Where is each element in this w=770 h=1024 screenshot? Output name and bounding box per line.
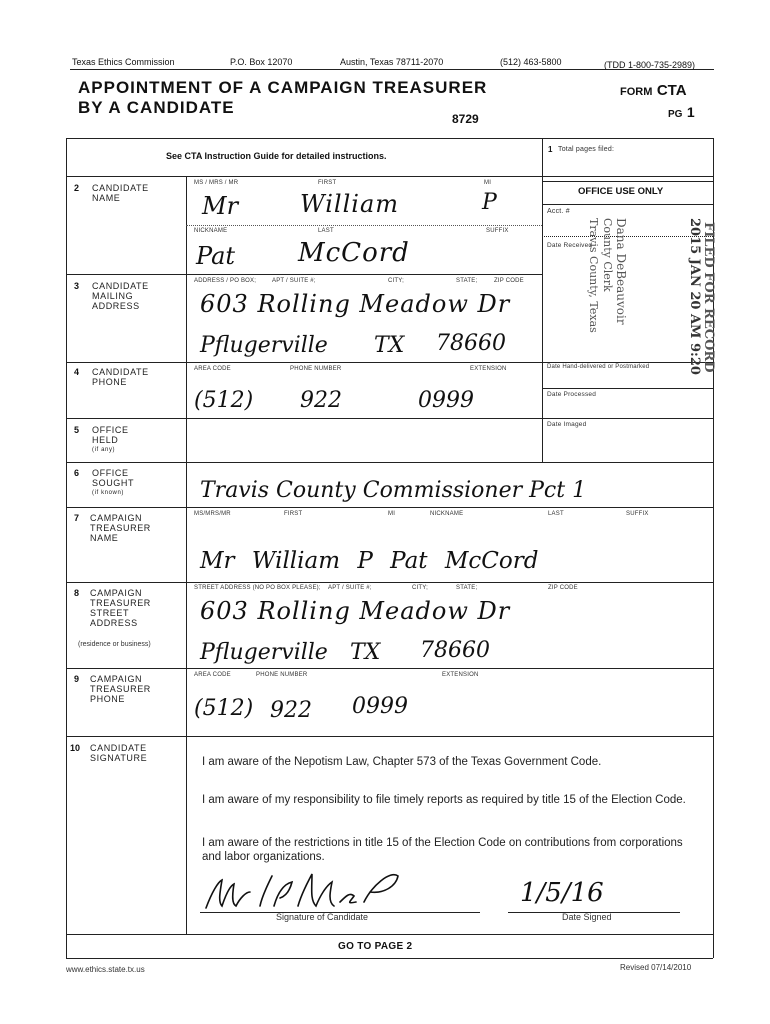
- header-tdd: (TDD 1-800-735-2989): [604, 60, 696, 70]
- page-indicator: [668, 104, 695, 122]
- office-sought-entry[interactable]: Travis County Commissioner Pct 1: [200, 478, 587, 503]
- instructions-text: See CTA Instruction Guide for detailed instructions.: [166, 151, 387, 161]
- label-phone-number: PHONE NUMBER: [290, 366, 342, 372]
- form-prefix: FORM: [620, 86, 653, 98]
- date-signed-label: Date Signed: [562, 912, 612, 922]
- footer-url: www.ethics.state.tx.us: [66, 965, 145, 974]
- filed-stamp-county: Travis County, Texas: [587, 218, 600, 333]
- form-code-value: CTA: [656, 82, 687, 99]
- label-treasurer-state: STATE;: [456, 585, 478, 591]
- label-nickname: NICKNAME: [194, 228, 228, 234]
- label-treasurer-suffix: SUFFIX: [626, 511, 649, 517]
- treasurer-street-address[interactable]: 603 Rolling Meadow Dr: [200, 597, 511, 625]
- date-received-label: Date Received: [547, 242, 593, 249]
- section-2-number: 2: [74, 183, 80, 193]
- label-extension: EXTENSION: [470, 366, 507, 372]
- section-7-label: CAMPAIGN TREASURER NAME: [90, 513, 151, 543]
- section-3-number: 3: [74, 281, 80, 291]
- candidate-phone-line[interactable]: 0999: [418, 388, 474, 413]
- candidate-phone-prefix[interactable]: 922: [300, 388, 342, 413]
- label-state: STATE;: [456, 278, 478, 284]
- header-commission: Texas Ethics Commission: [72, 57, 175, 67]
- date-imaged-label: Date Imaged: [547, 421, 587, 428]
- label-first: FIRST: [318, 180, 337, 186]
- footer-revised: Revised 07/14/2010: [620, 963, 692, 972]
- form-title-line1: APPOINTMENT OF A CAMPAIGN TREASURER: [78, 78, 488, 97]
- go-to-page-2: GO TO PAGE 2: [338, 941, 413, 952]
- candidate-street-address[interactable]: 603 Rolling Meadow Dr: [200, 290, 511, 318]
- label-city: CITY;: [388, 278, 404, 284]
- treasurer-area-code[interactable]: (512): [194, 696, 254, 721]
- treasurer-zip[interactable]: 78660: [420, 638, 490, 663]
- section-9-label: CAMPAIGN TREASURER PHONE: [90, 674, 151, 704]
- signature-label: Signature of Candidate: [276, 912, 369, 922]
- nepotism-statement: I am aware of the Nepotism Law, Chapter 573 of the Texas Government Code.: [202, 756, 602, 768]
- restrictions-statement: I am aware of the restrictions in title 15 of the Election Code on contributions from corporations and labor organizations.: [202, 837, 683, 863]
- section-10-number: 10: [70, 743, 81, 753]
- filed-stamp-clerk-name: Dana DeBeauvoir: [614, 218, 628, 325]
- treasurer-phone-prefix[interactable]: 922: [270, 698, 312, 723]
- treasurer-state[interactable]: TX: [350, 640, 381, 665]
- label-suffix: SUFFIX: [486, 228, 509, 234]
- label-treasurer-zip: ZIP CODE: [548, 585, 578, 591]
- total-pages-label: Total pages filed:: [558, 146, 615, 153]
- header-po-box: P.O. Box 12070: [230, 57, 293, 67]
- candidate-state[interactable]: TX: [374, 333, 405, 358]
- candidate-title[interactable]: Mr: [202, 192, 239, 220]
- section-3-label: CANDIDATE MAILING ADDRESS: [92, 281, 149, 311]
- reports-statement: I am aware of my responsibility to file timely reports as required by title 15 of the Election Code.: [202, 794, 686, 806]
- label-treasurer-ms: MS/MRS/MR: [194, 511, 231, 517]
- section-4-number: 4: [74, 367, 80, 377]
- label-treasurer-extension: EXTENSION: [442, 672, 479, 678]
- page-prefix: PG: [668, 109, 683, 120]
- form-code: [620, 82, 687, 100]
- date-processed-label: Date Processed: [547, 391, 597, 398]
- candidate-first-name[interactable]: William: [300, 190, 400, 218]
- section-8-label: CAMPAIGN TREASURER STREET ADDRESS: [90, 588, 151, 628]
- section-8-number: 8: [74, 588, 80, 598]
- filed-stamp-line1: FILED FOR RECORD: [701, 222, 716, 373]
- label-treasurer-first: FIRST: [284, 511, 303, 517]
- section-2-label: CANDIDATE NAME: [92, 183, 149, 203]
- label-street-address: STREET ADDRESS (NO PO BOX PLEASE);: [194, 585, 321, 591]
- label-treasurer-phone: PHONE NUMBER: [256, 672, 308, 678]
- section-9-number: 9: [74, 674, 80, 684]
- section-6-label: OFFICE SOUGHT (if known): [92, 468, 135, 496]
- office-use-heading: OFFICE USE ONLY: [578, 186, 664, 197]
- candidate-zip[interactable]: 78660: [436, 331, 506, 356]
- section-1-number: 1: [548, 145, 553, 154]
- treasurer-city[interactable]: Pflugerville: [200, 640, 328, 665]
- label-address: ADDRESS / PO BOX;: [194, 278, 257, 284]
- label-last: LAST: [318, 228, 334, 234]
- header-phone: (512) 463-5800: [500, 57, 562, 67]
- candidate-area-code[interactable]: (512): [194, 388, 254, 413]
- header-city: Austin, Texas 78711-2070: [340, 57, 444, 67]
- date-signed-entry[interactable]: 1/5/16: [520, 878, 604, 908]
- acct-label: Acct. #: [547, 208, 570, 215]
- label-mi: MI: [484, 180, 492, 186]
- date-hand-delivered-label: Date Hand-delivered or Postmarked: [547, 364, 650, 370]
- label-treasurer-mi: MI: [388, 511, 396, 517]
- section-10-label: CANDIDATE SIGNATURE: [90, 743, 148, 763]
- candidate-city[interactable]: Pflugerville: [200, 333, 328, 358]
- section-5-number: 5: [74, 425, 80, 435]
- candidate-nickname[interactable]: Pat: [196, 242, 236, 270]
- label-treasurer-apt: APT / SUITE #;: [328, 585, 372, 591]
- label-apt: APT / SUITE #;: [272, 278, 316, 284]
- section-5-label: OFFICE HELD (if any): [92, 425, 129, 453]
- label-area-code: AREA CODE: [194, 366, 231, 372]
- treasurer-phone-line[interactable]: 0999: [352, 694, 408, 719]
- section-8-note: (residence or business): [78, 641, 151, 648]
- filed-stamp-clerk-title: County Clerk: [601, 218, 614, 292]
- candidate-middle-initial[interactable]: P: [482, 190, 497, 215]
- document-number: 8729: [452, 112, 479, 126]
- form-title-line2: BY A CANDIDATE: [78, 98, 235, 117]
- section-6-number: 6: [74, 468, 80, 478]
- treasurer-name-entry[interactable]: Mr William P Pat McCord: [200, 548, 539, 574]
- label-treasurer-area-code: AREA CODE: [194, 672, 231, 678]
- label-treasurer-last: LAST: [548, 511, 564, 517]
- label-zip: ZIP CODE: [494, 278, 524, 284]
- label-ms-mrs-mr: MS / MRS / MR: [194, 180, 239, 186]
- label-treasurer-city: CITY;: [412, 585, 428, 591]
- label-treasurer-nickname: NICKNAME: [430, 511, 464, 517]
- page-number: 1: [686, 104, 695, 120]
- candidate-signature: [200, 862, 420, 914]
- filed-stamp-line2: 2015 JAN 20 AM 9:20: [687, 218, 702, 375]
- section-4-label: CANDIDATE PHONE: [92, 367, 149, 387]
- section-7-number: 7: [74, 513, 80, 523]
- candidate-last-name[interactable]: McCord: [298, 238, 410, 268]
